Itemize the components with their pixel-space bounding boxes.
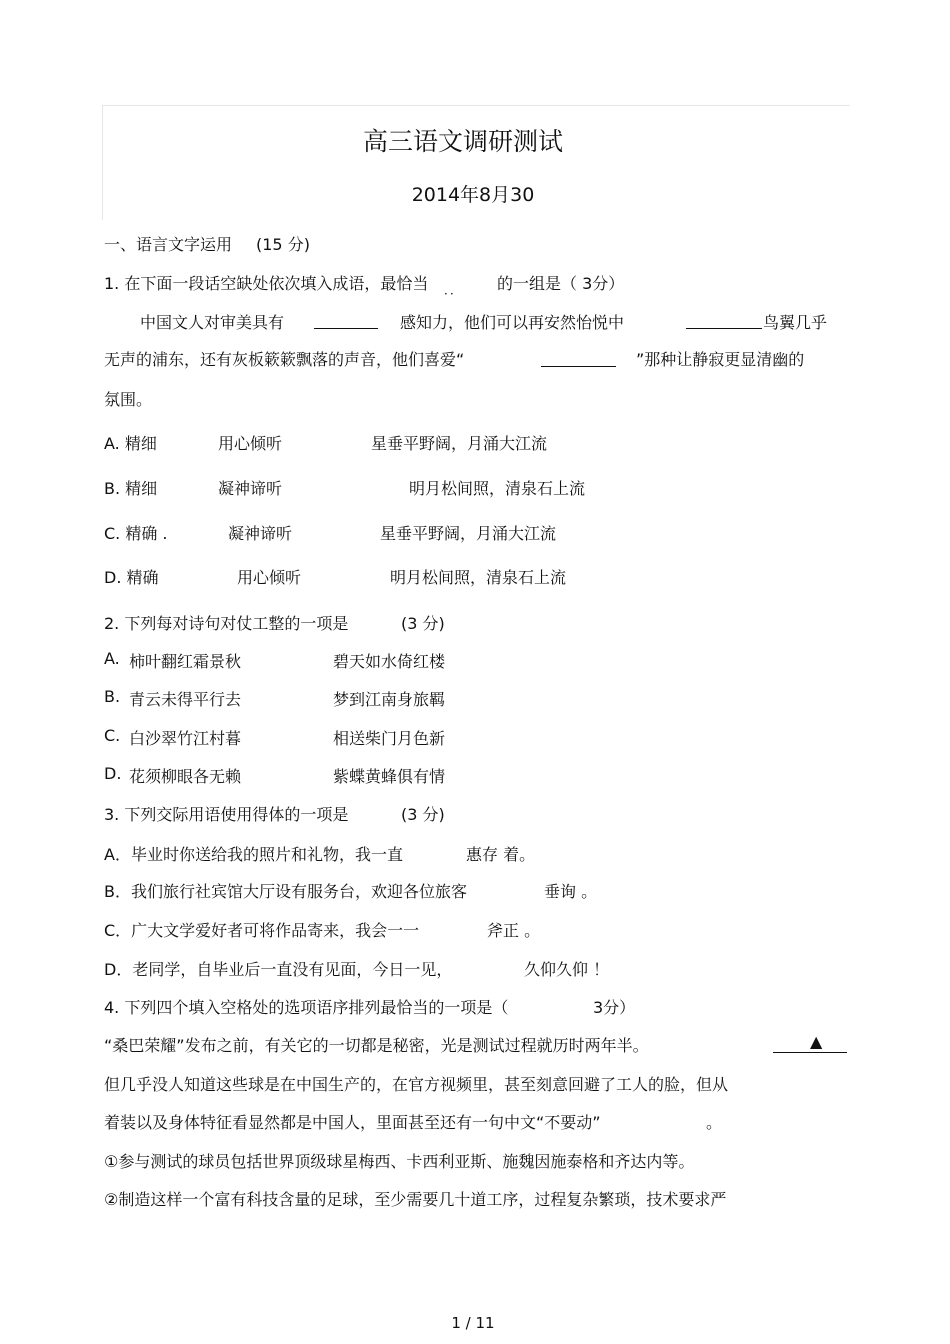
q1-passage-line: 鸟翼几乎 <box>763 313 828 332</box>
blank-marker: ▲ <box>810 1032 823 1051</box>
page-number: 1 / 11 <box>451 1314 495 1332</box>
q3-option-text: D．老同学，自毕业后一直没有见面，今日一见， <box>104 960 453 979</box>
q4-passage-line: 着装以及身体特征看显然都是中国人，里面甚至还有一句中文“不要动” <box>104 1113 601 1132</box>
q2-option-label: B. <box>104 687 121 706</box>
q4-stem: 4. 下列四个填入空格处的选项语序排列最恰当的一项是（ <box>104 998 509 1017</box>
header-top-rule <box>103 105 850 106</box>
q2-option-label: C. <box>104 726 121 745</box>
q3-option-text: B．我们旅行社宾馆大厅设有服务台，欢迎各位旅客 <box>104 882 467 901</box>
q1-blank-2 <box>686 328 762 329</box>
q1-option-label: D. 精确 <box>104 568 159 587</box>
q3-option-term: 斧正 。 <box>487 921 541 940</box>
q1-blank-1 <box>314 328 378 329</box>
q2-option-label: D. <box>104 764 122 783</box>
q3-option-term: 惠存 着。 <box>466 845 536 864</box>
q2-option-line2: 梦到江南身旅羁 <box>333 690 446 709</box>
q1-option-label: A. 精细 <box>104 434 157 453</box>
q3-stem: 3. 下列交际用语使用得体的一项是 <box>104 805 349 824</box>
q3-option-term: 垂询 。 <box>544 882 598 901</box>
q2-option-line2: 紫蝶黄蜂俱有情 <box>333 767 446 786</box>
q4-item: ①参与测试的球员包括世界顶级球星梅西、卡西利亚斯、施魏因施泰格和齐达内等。 <box>104 1152 695 1171</box>
q4-passage-line: 但几乎没人知道这些球是在中国生产的，在官方视频里，甚至刻意回避了工人的脸，但从 <box>104 1075 729 1094</box>
q2-option-line1: 花须柳眼各无赖 <box>129 767 242 786</box>
q2-option-line2: 碧天如水倚红楼 <box>333 652 446 671</box>
q1-emphasis-dots: ．． <box>444 283 463 297</box>
q2-stem: 2. 下列每对诗句对仗工整的一项是 <box>104 614 349 633</box>
q1-option-word: 用心倾听 <box>218 434 283 453</box>
q1-blank-3 <box>541 366 616 367</box>
q2-option-line1: 白沙翠竹江村暮 <box>129 729 242 748</box>
q1-passage-line: 无声的浦东，还有灰板簌簌飘落的声音，他们喜爱“ <box>104 350 465 369</box>
q1-option-word: 用心倾听 <box>237 568 302 587</box>
q1-option-verse: 星垂平野阔，月涌大江流 <box>380 524 557 543</box>
q1-option-verse: 明月松间照，清泉石上流 <box>390 568 567 587</box>
q1-option-verse: 星垂平野阔，月涌大江流 <box>371 434 548 453</box>
q1-stem: 1. 在下面一段话空缺处依次填入成语，最恰当 <box>104 274 429 293</box>
q4-score: 3分） <box>593 998 636 1017</box>
q1-passage-line: ”那种让静寂更显清幽的 <box>636 350 805 369</box>
q3-score: (3 分) <box>401 805 445 824</box>
q1-option-label: B. 精细 <box>104 479 158 498</box>
q1-option-word: 凝神谛听 <box>228 524 293 543</box>
q1-option-word: 凝神谛听 <box>218 479 283 498</box>
q2-score: (3 分) <box>401 614 445 633</box>
q2-option-label: A. <box>104 649 120 668</box>
q4-passage-line: “桑巴荣耀”发布之前，有关它的一切都是秘密，光是测试过程就历时两年半。 <box>104 1036 649 1055</box>
q1-option-label: C. 精确 . <box>104 524 168 543</box>
q1-passage-line: 感知力，他们可以再安然怡悦中 <box>400 313 625 332</box>
q2-option-line1: 柿叶翻红霜景秋 <box>129 652 242 671</box>
page-title: 高三语文调研测试 <box>362 127 563 156</box>
q3-option-text: C．广大文学爱好者可将作品寄来，我会一一 <box>104 921 420 940</box>
q1-passage-line: 中国文人对审美具有 <box>140 313 285 332</box>
q2-option-line1: 青云未得平行去 <box>129 690 242 709</box>
q4-blank <box>773 1052 847 1053</box>
q4-item: ②制造这样一个富有科技含量的足球，至少需要几十道工序，过程复杂繁琐，技术要求严 <box>104 1190 727 1209</box>
q1-passage-line: 氛围。 <box>104 390 153 409</box>
q3-option-term: 久仰久仰 ！ <box>524 960 610 979</box>
exam-date: 2014年8月30 <box>411 184 535 206</box>
q1-option-verse: 明月松间照，清泉石上流 <box>409 479 586 498</box>
section-heading: 一、语言文字运用 <box>104 235 233 254</box>
q4-passage-line: 。 <box>706 1113 723 1132</box>
q2-option-line2: 相送柴门月色新 <box>333 729 446 748</box>
section-score: (15 分) <box>256 235 310 254</box>
q3-option-text: A．毕业时你送给我的照片和礼物，我一直 <box>104 845 403 864</box>
q1-stem-end: 的一组是（ 3分） <box>497 274 625 293</box>
